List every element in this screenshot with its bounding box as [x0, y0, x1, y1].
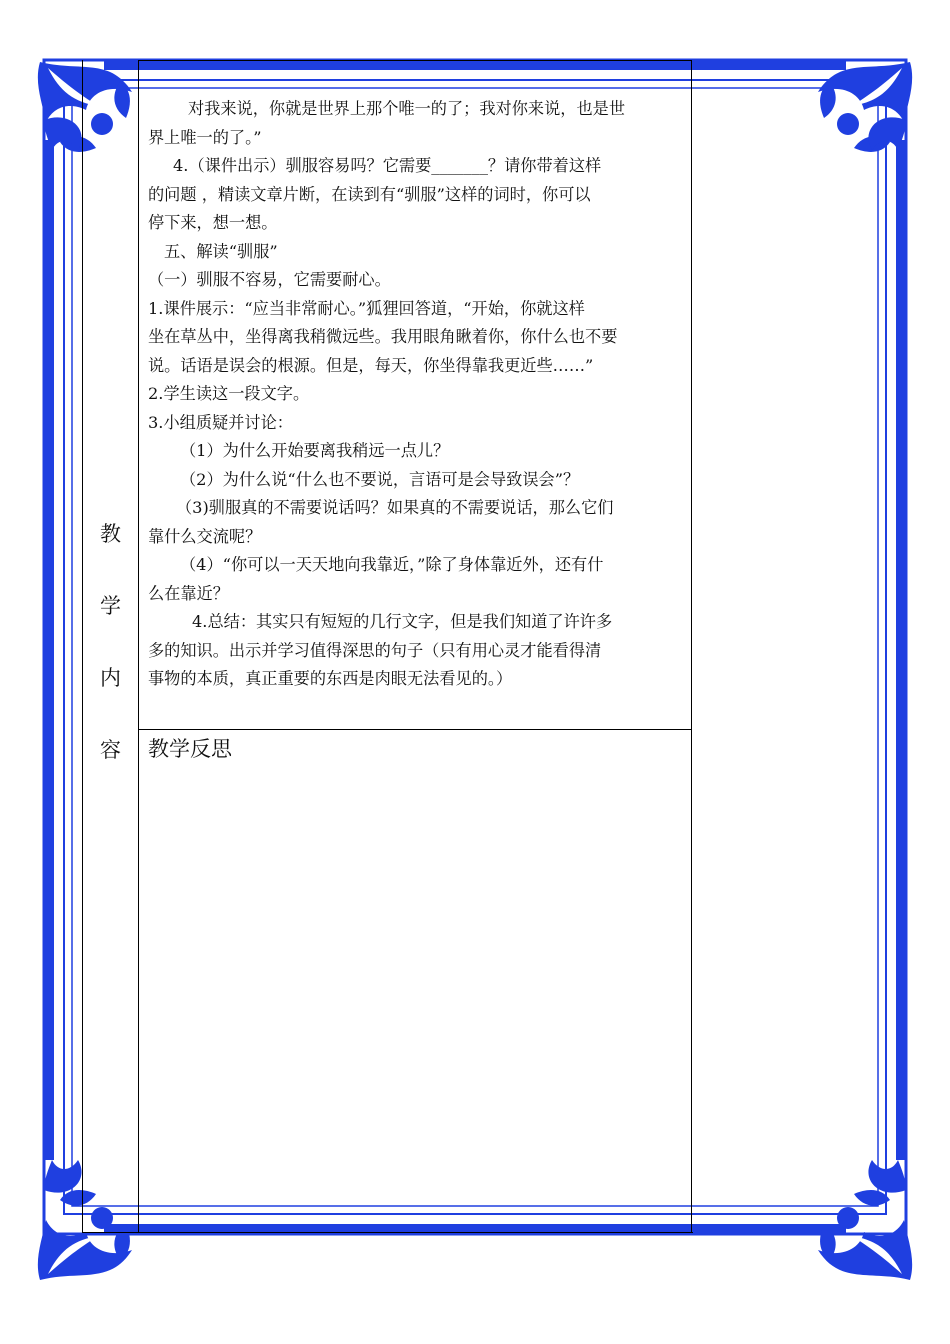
content-line: 说。话语是误会的根源。但是，每天，你坐得靠我更近些……” [148, 355, 594, 375]
content-line: 界上唯一的了。” [148, 127, 262, 147]
content-line: 的问题 ，精读文章片断，在读到有“驯服”这样的词时，你可以 [148, 184, 591, 204]
content-line: （3)驯服真的不需要说话吗？如果真的不需要说话，那么它们 [176, 498, 614, 517]
reflection-title: 教学反思 [148, 737, 232, 761]
teaching-reflection-cell [139, 730, 692, 1232]
label-char: 教 [100, 522, 121, 546]
label-char: 容 [100, 738, 121, 762]
content-line: 2.学生读这一段文字。 [148, 384, 310, 403]
content-line: （2）为什么说“什么也不要说，言语可是会导致误会”？ [180, 469, 580, 489]
content-line: 4.（课件出示）驯服容易吗？它需要_______？请你带着这样 [173, 156, 602, 175]
label-char: 学 [100, 594, 121, 618]
content-line: 停下来，想一想。 [148, 213, 278, 232]
content-line: 事物的本质，真正重要的东西是肉眼无法看见的。） [148, 669, 513, 688]
content-line: （1）为什么开始要离我稍远一点儿？ [180, 441, 450, 460]
content-line: 多的知识。出示并学习值得深思的句子（只有用心灵才能看得清 [148, 640, 602, 660]
content-line: 1.课件展示：“应当非常耐心。”狐狸回答道，“开始，你就这样 [148, 298, 585, 318]
content-line: 么在靠近？ [148, 583, 229, 603]
header-smudge [28, 46, 228, 56]
content-line: 对我来说，你就是世界上那个唯一的了；我对你来说，也是世 [188, 99, 626, 118]
teaching-content-cell [139, 60, 692, 730]
content-line: 4.总结：其实只有短短的几行文字，但是我们知道了许许多 [192, 612, 613, 631]
content-line: 坐在草丛中，坐得离我稍微远些。我用眼角瞅着你，你什么也不要 [148, 327, 618, 346]
content-line: 靠什么交流呢？ [148, 526, 262, 546]
content-line: 五、解读“驯服” [164, 241, 278, 261]
content-line: （4）“你可以一天天地向我靠近，”除了身体靠近外，还有什 [180, 555, 604, 574]
content-line: 3.小组质疑并讨论： [148, 412, 293, 432]
label-column [83, 60, 139, 1232]
content-line: （一）驯服不容易，它需要耐心。 [148, 270, 391, 289]
label-char: 内 [100, 666, 121, 690]
lesson-table [82, 60, 693, 1233]
